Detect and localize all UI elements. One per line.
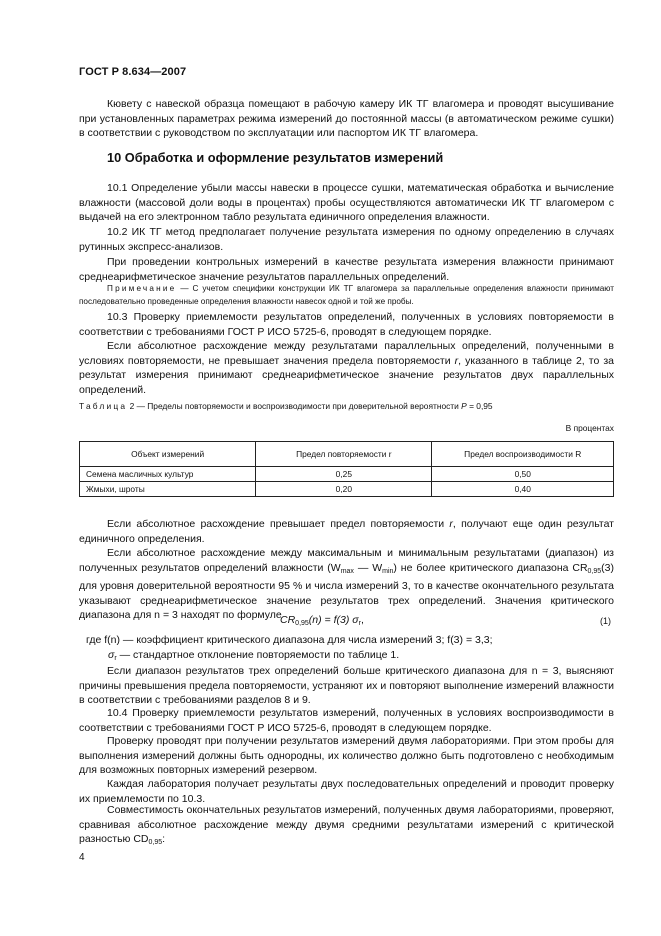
paragraph-10-1: 10.1 Определение убыли массы навески в процессе сушки, математическая обработка и вычисление влажности (массовой доли воды в процентах) пробы осуществляются автоматически ИК ТГ влагомером с выдачей на его электронном табло результата единичного определения влажности. [79, 182, 614, 224]
table-caption-text: 2 — Пределы повторяемости и воспроизводимости при доверительной вероятности [129, 401, 462, 411]
table-caption [79, 401, 493, 411]
table-caption-value: = 0,95 [466, 401, 493, 411]
where2-desc: — стандартное отклонение повторяемости по таблице 1. [116, 649, 400, 661]
paragraph-abs-diff [79, 339, 614, 397]
table-row [80, 482, 614, 497]
table-cell: 0,50 [432, 467, 614, 482]
compat-text-b: : [162, 833, 166, 846]
paragraph-check: Проверку проводят при получении результатов измерений двумя лабораториями. При этом пробы для выполнения измерений должны быть однородны, их количество должно быть подготовлено с необходимым для возможных повторных измерений резервом. [79, 735, 614, 777]
compat-text-a: Совместимость окончательных результатов измерений, полученных двумя лабораториями, проверяют, сравнивая абсолютное расхождение между двумя средними результатами измерений с критической разностью CD [79, 804, 614, 846]
sigma-symbol: σ [108, 649, 115, 661]
paragraph-control: При проведении контрольных измерений в качестве результата измерения влажности принимают среднеарифметическое значение результатов параллельных определений. [79, 256, 614, 283]
range-text-a: Если абсолютное расхождение между максимальным и минимальным результатами (диапазон) из полученных результатов определений влажности (W [79, 547, 614, 574]
exceed-text-a: Если абсолютное расхождение превышает предел повторяемости [107, 518, 450, 530]
note-text: — С учетом специфики конструкции ИК ТГ влагомера за параллельные определения влажности принимают последовательно проведенные определения влажности навесок одной и той же пробы. [79, 284, 614, 306]
paragraph-exceed [79, 517, 614, 546]
table-row [80, 467, 614, 482]
paragraph-diapazon: Если диапазон результатов трех определений больше критического диапазона для n = 3, выясняют причины превышения предела повторяемости, устраняют их и повторяют выполнение измерений влажности в соответствии с требованиями разделов 8 и 9. [79, 665, 614, 707]
paragraph-range [79, 546, 614, 623]
table-caption-p: P [461, 401, 467, 411]
table-cell: 0,20 [256, 482, 432, 497]
table-header-row [80, 442, 614, 467]
where-line-1 [86, 633, 493, 648]
symbol-r: r [449, 518, 453, 530]
formula-sub: 0,95 [295, 620, 309, 627]
table-unit: В процентах [565, 423, 614, 433]
paragraph-10-2: 10.2 ИК ТГ метод предполагает получение результата измерения по одному определению в случаях рутинных экспресс-анализов. [79, 226, 614, 253]
paragraph-10-3: 10.3 Проверку приемлемости результатов определений, полученных в условиях повторяемости в соответствии с требованиями ГОСТ Р ИСО 5725-6, проводят в следующем порядке. [79, 311, 614, 338]
formula-1 [280, 614, 364, 627]
formula-cr: CR [280, 614, 296, 626]
sub-max: max [340, 567, 354, 575]
sub-095: 0,95 [587, 567, 602, 575]
table-header-cell: Предел воспроизводимости R [432, 442, 614, 467]
compat-sub: 0,95 [148, 839, 163, 847]
table-header-cell: Предел повторяемости r [256, 442, 432, 467]
sub-min: min [382, 567, 394, 575]
intro-paragraph: Кювету с навеской образца помещают в рабочую камеру ИК ТГ влагомера и проводят высушивание при установленных параметрах режима измерений до постоянной массы (в автоматическом режиме сушки) в соответствии с руководством по эксплуатации или паспортом ИК ТГ влагомера. [79, 98, 614, 140]
formula-tail: , [360, 614, 364, 626]
table-cell: 0,25 [256, 467, 432, 482]
document-header: ГОСТ Р 8.634—2007 [79, 66, 187, 78]
abs-diff-text-a: Если абсолютное расхождение между результатами параллельных определений, полученными в условиях повторяемости, не превышает значения предела повторяемости [79, 340, 614, 367]
table-cell: Жмыхи, шроты [80, 482, 256, 497]
paragraph-10-4: 10.4 Проверку приемлемости результатов измерений, полученных в условиях воспроизводимости в соответствии с требованиями ГОСТ Р ИСО 5725-6, проводят в следующем порядке. [79, 707, 614, 734]
note [79, 283, 614, 308]
formula-sigma-sub: r [358, 620, 361, 627]
range-text-b: ) не более критического диапазона CR [393, 561, 588, 574]
range-text-c: (3) для уровня доверительной вероятности 95 % и числа измерений 3, то в качестве окончательного результата указывают среднеарифметическое значение результатов трех определений. Значения критического диапазона для n = 3 находят по формуле [79, 561, 614, 622]
table-caption-label: Таблица [79, 401, 128, 411]
symbol-r: r [454, 354, 459, 367]
table-cell: Семена масличных культур [80, 467, 256, 482]
limits-table [79, 441, 614, 497]
paragraph-compat [79, 803, 614, 851]
paragraph-each-lab: Каждая лаборатория получает результаты двух последовательных определений и проводит проверку их приемлемости по 10.3. [79, 778, 614, 805]
note-label: Примечание [107, 284, 177, 293]
exceed-text-b: , получают еще один результат единичного определения. [79, 518, 614, 545]
page-number: 4 [79, 852, 85, 863]
formula-arg: (n) = f(3) σ [308, 614, 359, 626]
formula-number: (1) [600, 616, 611, 626]
sigma-sub: r [114, 655, 117, 662]
table-header-cell: Объект измерений [80, 442, 256, 467]
abs-diff-text-b: , указанного в таблице 2, то за результат измерения принимают среднеарифметическое значение результатов двух параллельных определений. [79, 354, 614, 396]
table-cell: 0,40 [432, 482, 614, 497]
where1-desc: коэффициент критического диапазона для числа измерений 3; f(3) = 3,3; [136, 634, 493, 646]
range-text-mid: — W [353, 561, 383, 574]
where1-term: где f(n) — [86, 634, 134, 646]
section-title: 10 Обработка и оформление результатов измерений [107, 150, 444, 165]
